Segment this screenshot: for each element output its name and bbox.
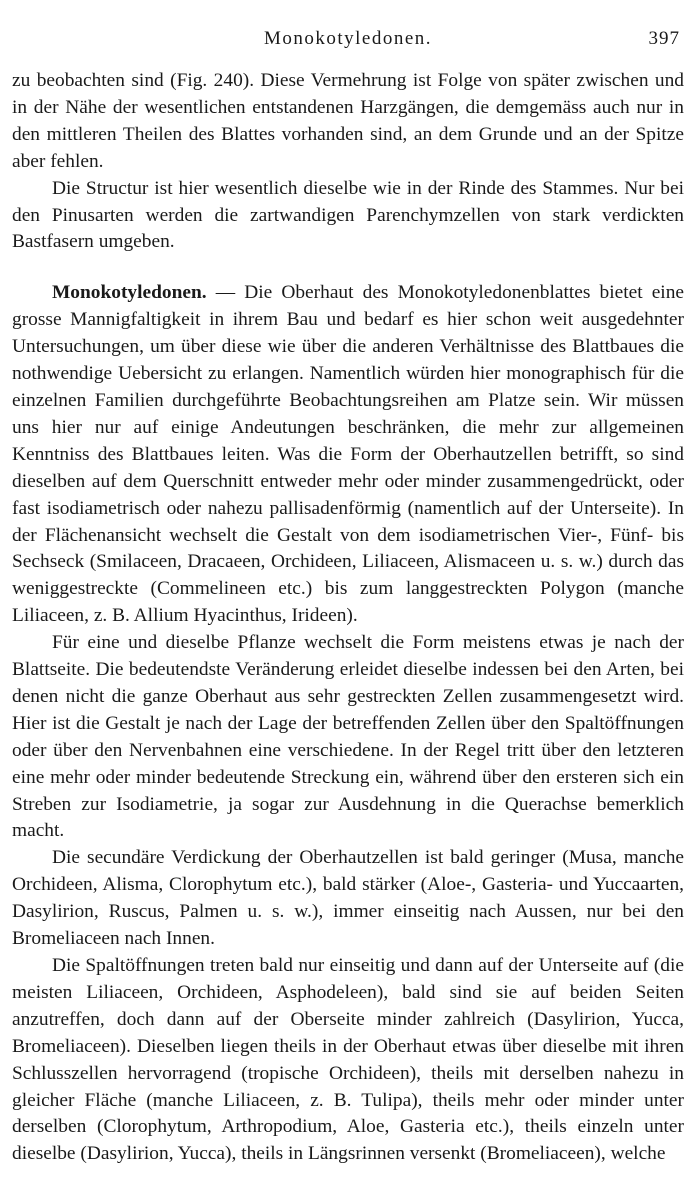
- running-title: Monokotyledonen.: [263, 28, 433, 49]
- document-page: [12, 28, 684, 1168]
- paragraph-continuation: [12, 68, 684, 176]
- paragraph-text: — Die Oberhaut des Monokotyledonenblattes bietet eine grosse Mannigfaltigkeit in ihrem Bau und bedarf es hier schon weit ausgedehnter Untersuchungen, um über diese wie über die anderen Verhältnisse des Blattbaues die nothwendige Uebersicht zu erlangen. Namentlich würden hier monographisch für die einzelnen Familien durchgeführte Beobachtungsreihen am Platze sein. Wir müssen uns hier nur auf einige Andeutungen beschränken, die mehr zur allgemeinen Kenntniss des Blattbaues leiten. Was die Form der Oberhautzellen betrifft, so sind dieselben auf dem Querschnitt entweder mehr oder minder zusammengedrückt, oder fast isodiametrisch oder nahezu pallisadenförmig (namentlich auf der Unterseite). In der Flächenansicht wechselt die Gestalt von dem isodiametrischen Vier-, Fünf- bis Sechseck (Smilaceen, Dracaeen, Orchideen, Liliaceen, Alismaceen u. s. w.) durch das weniggestreckte (Commelineen etc.) bis zum langgestreckten Polygon (manche Liliaceen, z. B. Allium Hyacinthus, Irideen).: [12, 282, 684, 627]
- section-heading: Monokotyledonen.: [52, 282, 207, 304]
- paragraph-text: zu beobachten sind (Fig. 240). Diese Vermehrung ist Folge von später zwischen und in der Nähe der wesentlichen entstandenen Harzgängen, die demgemäss auch nur in den mittleren Theilen des Blattes vorhanden sind, an dem Grunde und an der Spitze aber fehlen.: [12, 70, 684, 172]
- paragraph-text: Die Spaltöffnungen treten bald nur einseitig und dann auf der Unterseite auf (die meisten Liliaceen, Orchideen, Asphodeleen), bald sind sie auf beiden Seiten anzutreffen, doch dann auf der Oberseite minder zahlreich (Dasylirion, Yucca, Bromeliaceen). Dieselben liegen theils in der Oberhaut etwas über dieselbe mit ihren Schlusszellen hervorragend (tropische Orchideen), theils mit derselben nahezu in gleicher Fläche (manche Liliaceen, z. B. Tulipa), theils mehr oder minder unter derselben (Clorophytum, Arthropodium, Aloe, Gasteria etc.), theils einzeln unter dieselbe (Dasylirion, Yucca), theils in Längsrinnen versenkt (Bromeliaceen), welche: [12, 955, 684, 1165]
- paragraph-form: [12, 630, 684, 845]
- page-number: 397: [648, 28, 680, 49]
- paragraph-verdickung: [12, 845, 684, 953]
- paragraph-text: Die Structur ist hier wesentlich dieselbe wie in der Rinde des Stammes. Nur bei den Pinusarten werden die zartwandigen Parenchymzellen von stark verdickten Bastfasern umgeben.: [12, 177, 684, 253]
- paragraph-structure: [12, 176, 684, 257]
- paragraph-text: Für eine und dieselbe Pflanze wechselt die Form meistens etwas je nach der Blattseite. Die bedeutendste Veränderung erleidet dieselbe indessen bei den Arten, bei denen nicht die ganze Oberhaut aus sehr gestreckten Zellen zusammengesetzt wird. Hier ist die Gestalt je nach der Lage der betreffenden Zellen über den Spaltöffnungen oder über den Nervenbahnen eine verschiedene. In der Regel tritt über den letzteren eine mehr oder minder bedeutende Streckung ein, während über den ersteren sich ein Streben zur Isodiametrie, ja sogar zur Ausdehnung in die Querachse bemerklich macht.: [12, 632, 684, 842]
- paragraph-text: Die secundäre Verdickung der Oberhautzellen ist bald geringer (Musa, manche Orchideen, Alisma, Clorophytum etc.), bald stärker (Aloe-, Gasteria- und Yuccaarten, Dasylirion, Ruscus, Palmen u. s. w.), immer einseitig nach Aussen, nur bei den Bromeliaceen nach Innen.: [12, 847, 684, 950]
- page-header: [12, 28, 684, 68]
- paragraph-spaltoeffnungen: [12, 953, 684, 1168]
- paragraph-monokotyledonen: [12, 280, 684, 630]
